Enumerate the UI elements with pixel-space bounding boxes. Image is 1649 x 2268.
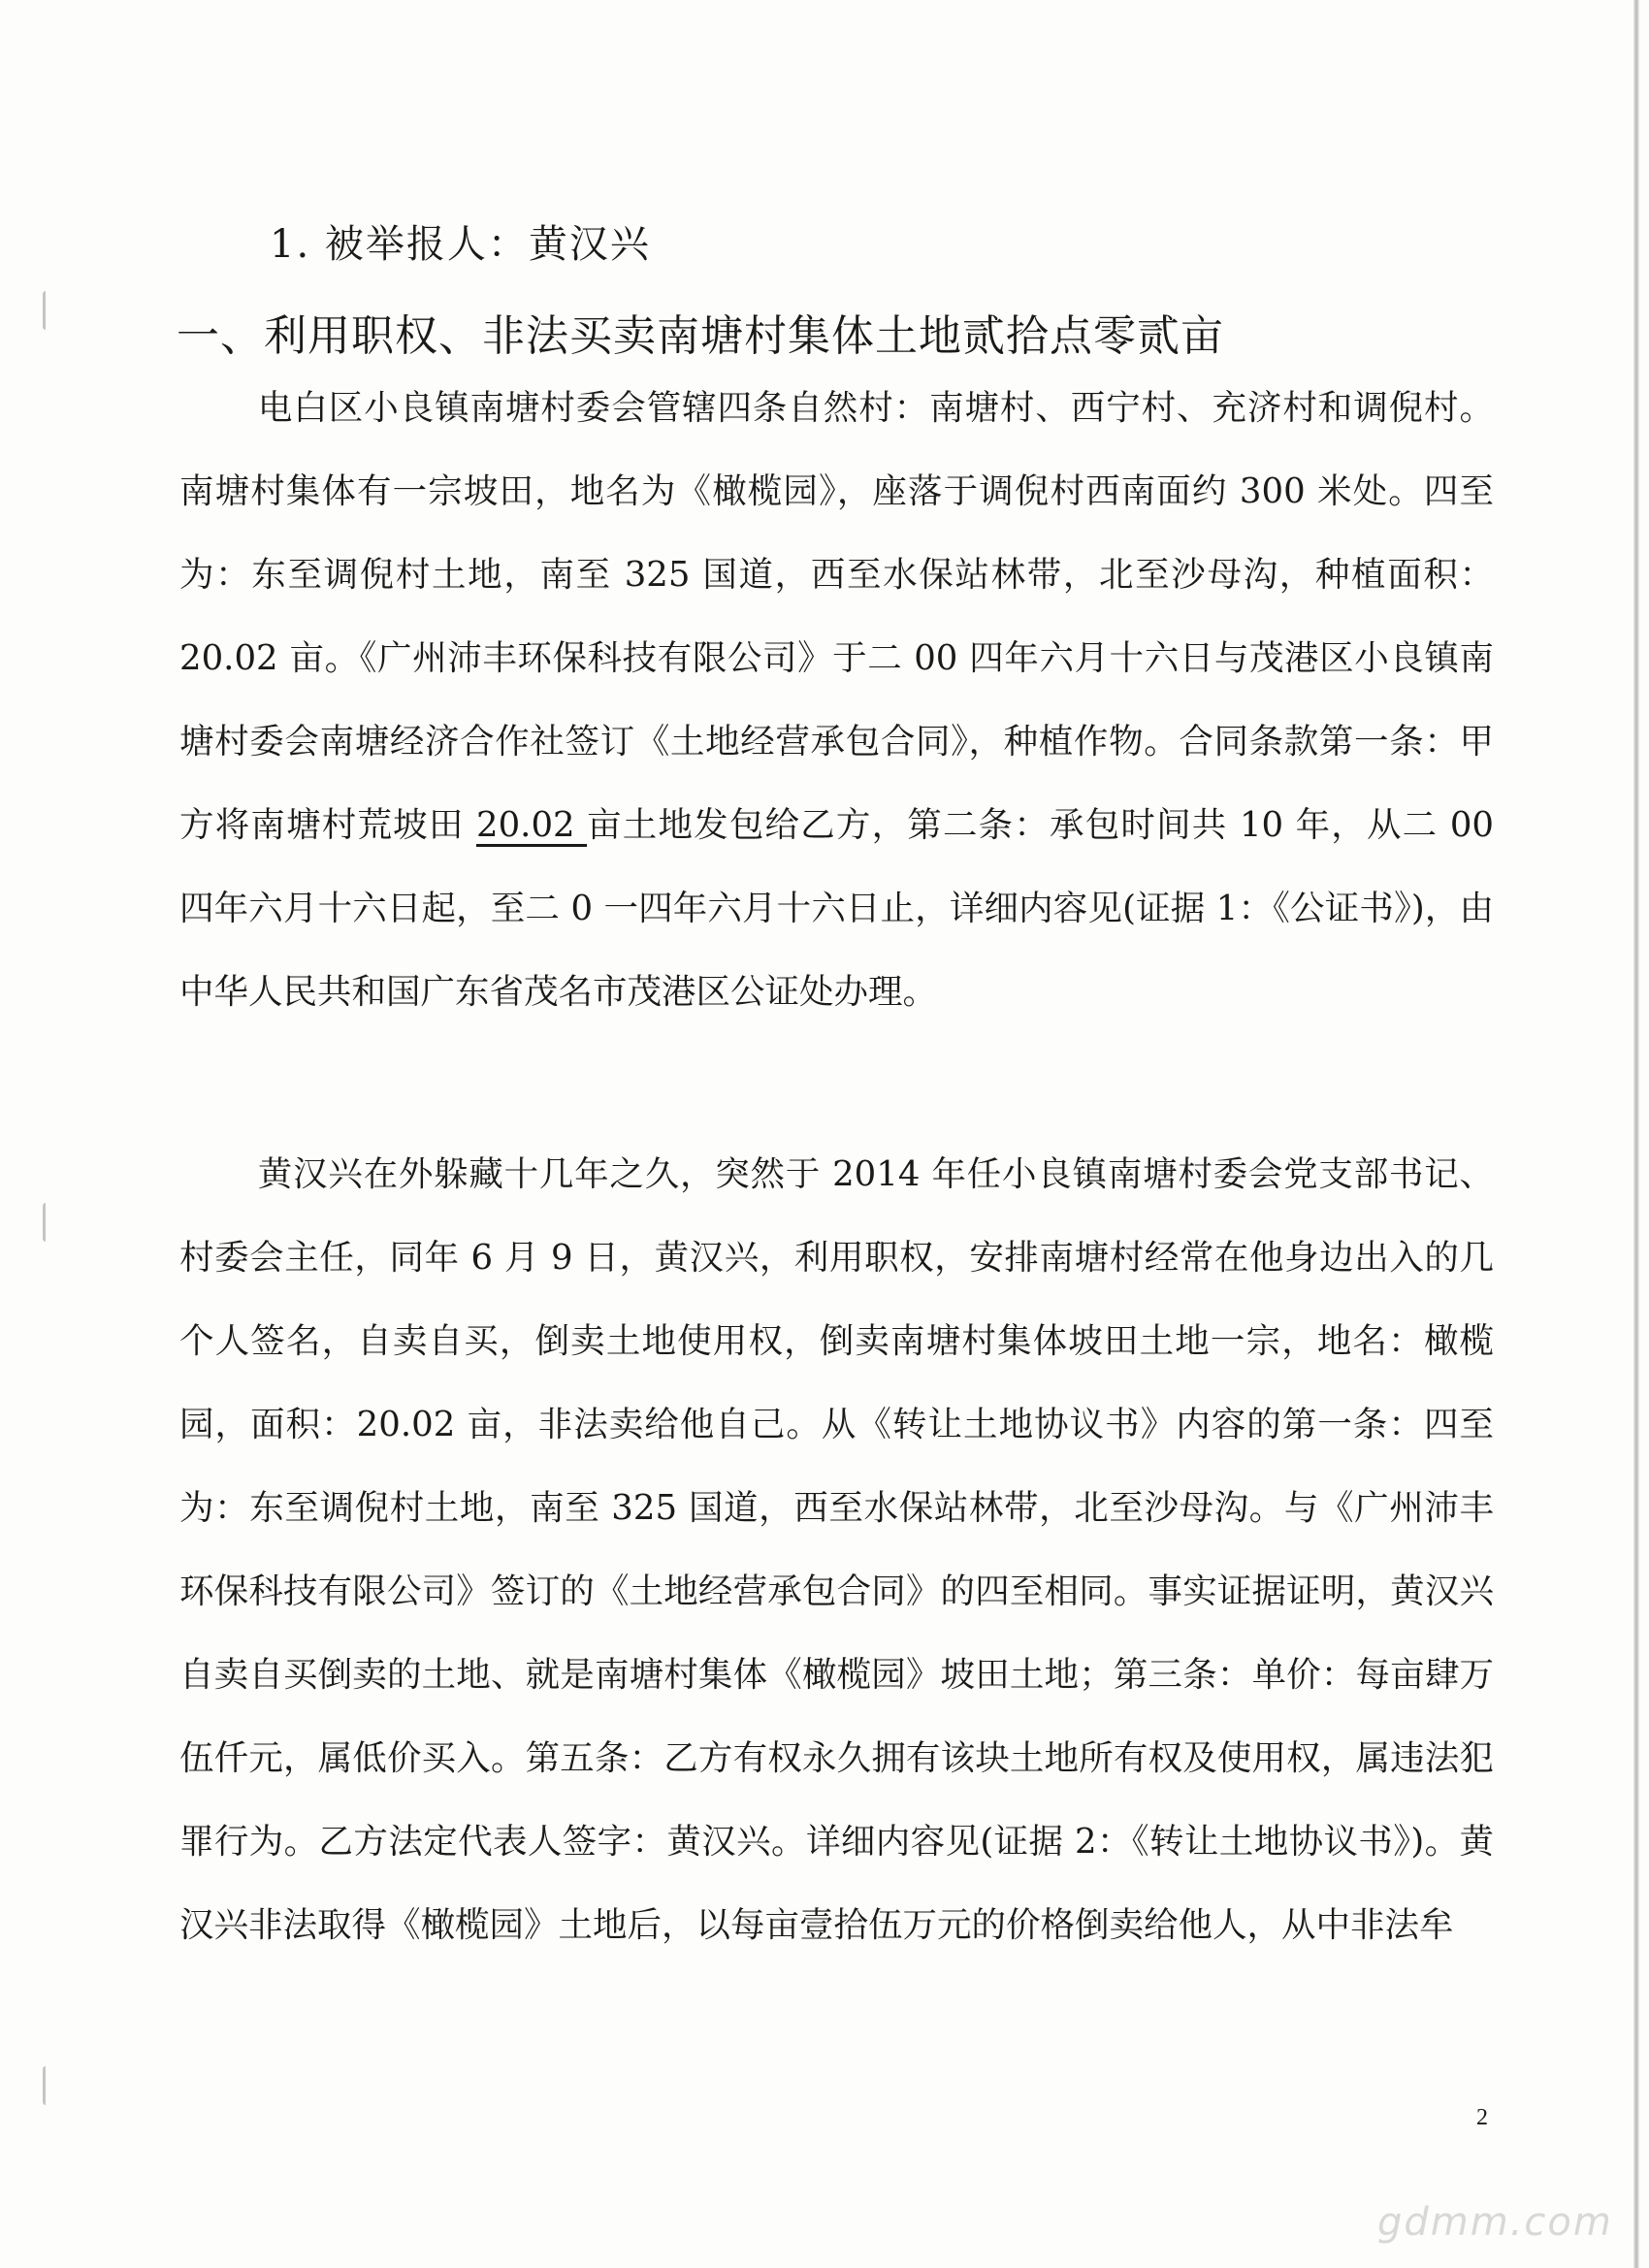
watermark: gdmm.com bbox=[1377, 2200, 1613, 2245]
binding-mark bbox=[43, 1203, 53, 1242]
paragraph-1 bbox=[179, 367, 1494, 1034]
binding-mark bbox=[43, 291, 53, 330]
section-heading: 一、利用职权、非法买卖南塘村集体土地贰拾点零贰亩 bbox=[177, 311, 1224, 361]
page-number: 2 bbox=[1476, 2105, 1488, 2130]
paragraph-1-text-start: 电白区小良镇南塘村委会管辖四条自然村：南塘村、西宁村、充济村和调倪村。南塘村集体有一宗坡田，地名为《橄榄园》，座落于调倪村西南面约 300 米处。四至为：东至调倪村土地，南至 325 国道，西至水保站林带，北至沙母沟，种植面积：20.02 亩。《广州沛丰环保科技有限公司》于二 00 四年六月十六日与茂港区小良镇南塘村委会南塘经济合作社签订《土地经营承包合同》，种植作物。合同条款第一条：甲方将南塘村荒坡田 bbox=[179, 388, 1494, 845]
paragraph-2 bbox=[179, 1133, 1494, 1967]
paragraph-2-text: 黄汉兴在外躲藏十几年之久，突然于 2014 年任小良镇南塘村委会党支部书记、村委会主任，同年 6 月 9 日，黄汉兴，利用职权，安排南塘村经常在他身边出入的几个人签名，自卖自买，倒卖土地使用权，倒卖南塘村集体坡田土地一宗，地名：橄榄园，面积：20.02 亩，非法卖给他自己。从《转让土地协议书》内容的第一条：四至为：东至调倪村土地，南至 325 国道，西至水保站林带，北至沙母沟。与《广州沛丰环保科技有限公司》签订的《土地经营承包合同》的四至相同。事实证据证明，黄汉兴自卖自买倒卖的土地、就是南塘村集体《橄榄园》坡田土地；第三条：单价：每亩肆万伍仟元，属低价买入。第五条：乙方有权永久拥有该块土地所有权及使用权，属违法犯罪行为。乙方法定代表人签字：黄汉兴。详细内容见(证据 2：《转让土地协议书》)。黄汉兴非法取得《橄榄园》土地后，以每亩壹拾伍万元的价格倒卖给他人，从中非法牟 bbox=[179, 1154, 1494, 1945]
reported-person-heading: 1. 被举报人：黄汉兴 bbox=[270, 222, 651, 267]
scan-edge bbox=[1633, 0, 1639, 2268]
binding-mark bbox=[43, 2066, 53, 2105]
paragraph-1-underlined-area: 20.02 bbox=[475, 805, 588, 845]
paragraph-1-text-end: 亩土地发包给乙方，第二条：承包时间共 10 年，从二 00 四年六月十六日起，至二 0 一四年六月十六日止，详细内容见(证据 1：《公证书》)，由中华人民共和国广东省茂名市茂港区公证处办理。 bbox=[179, 805, 1494, 1012]
